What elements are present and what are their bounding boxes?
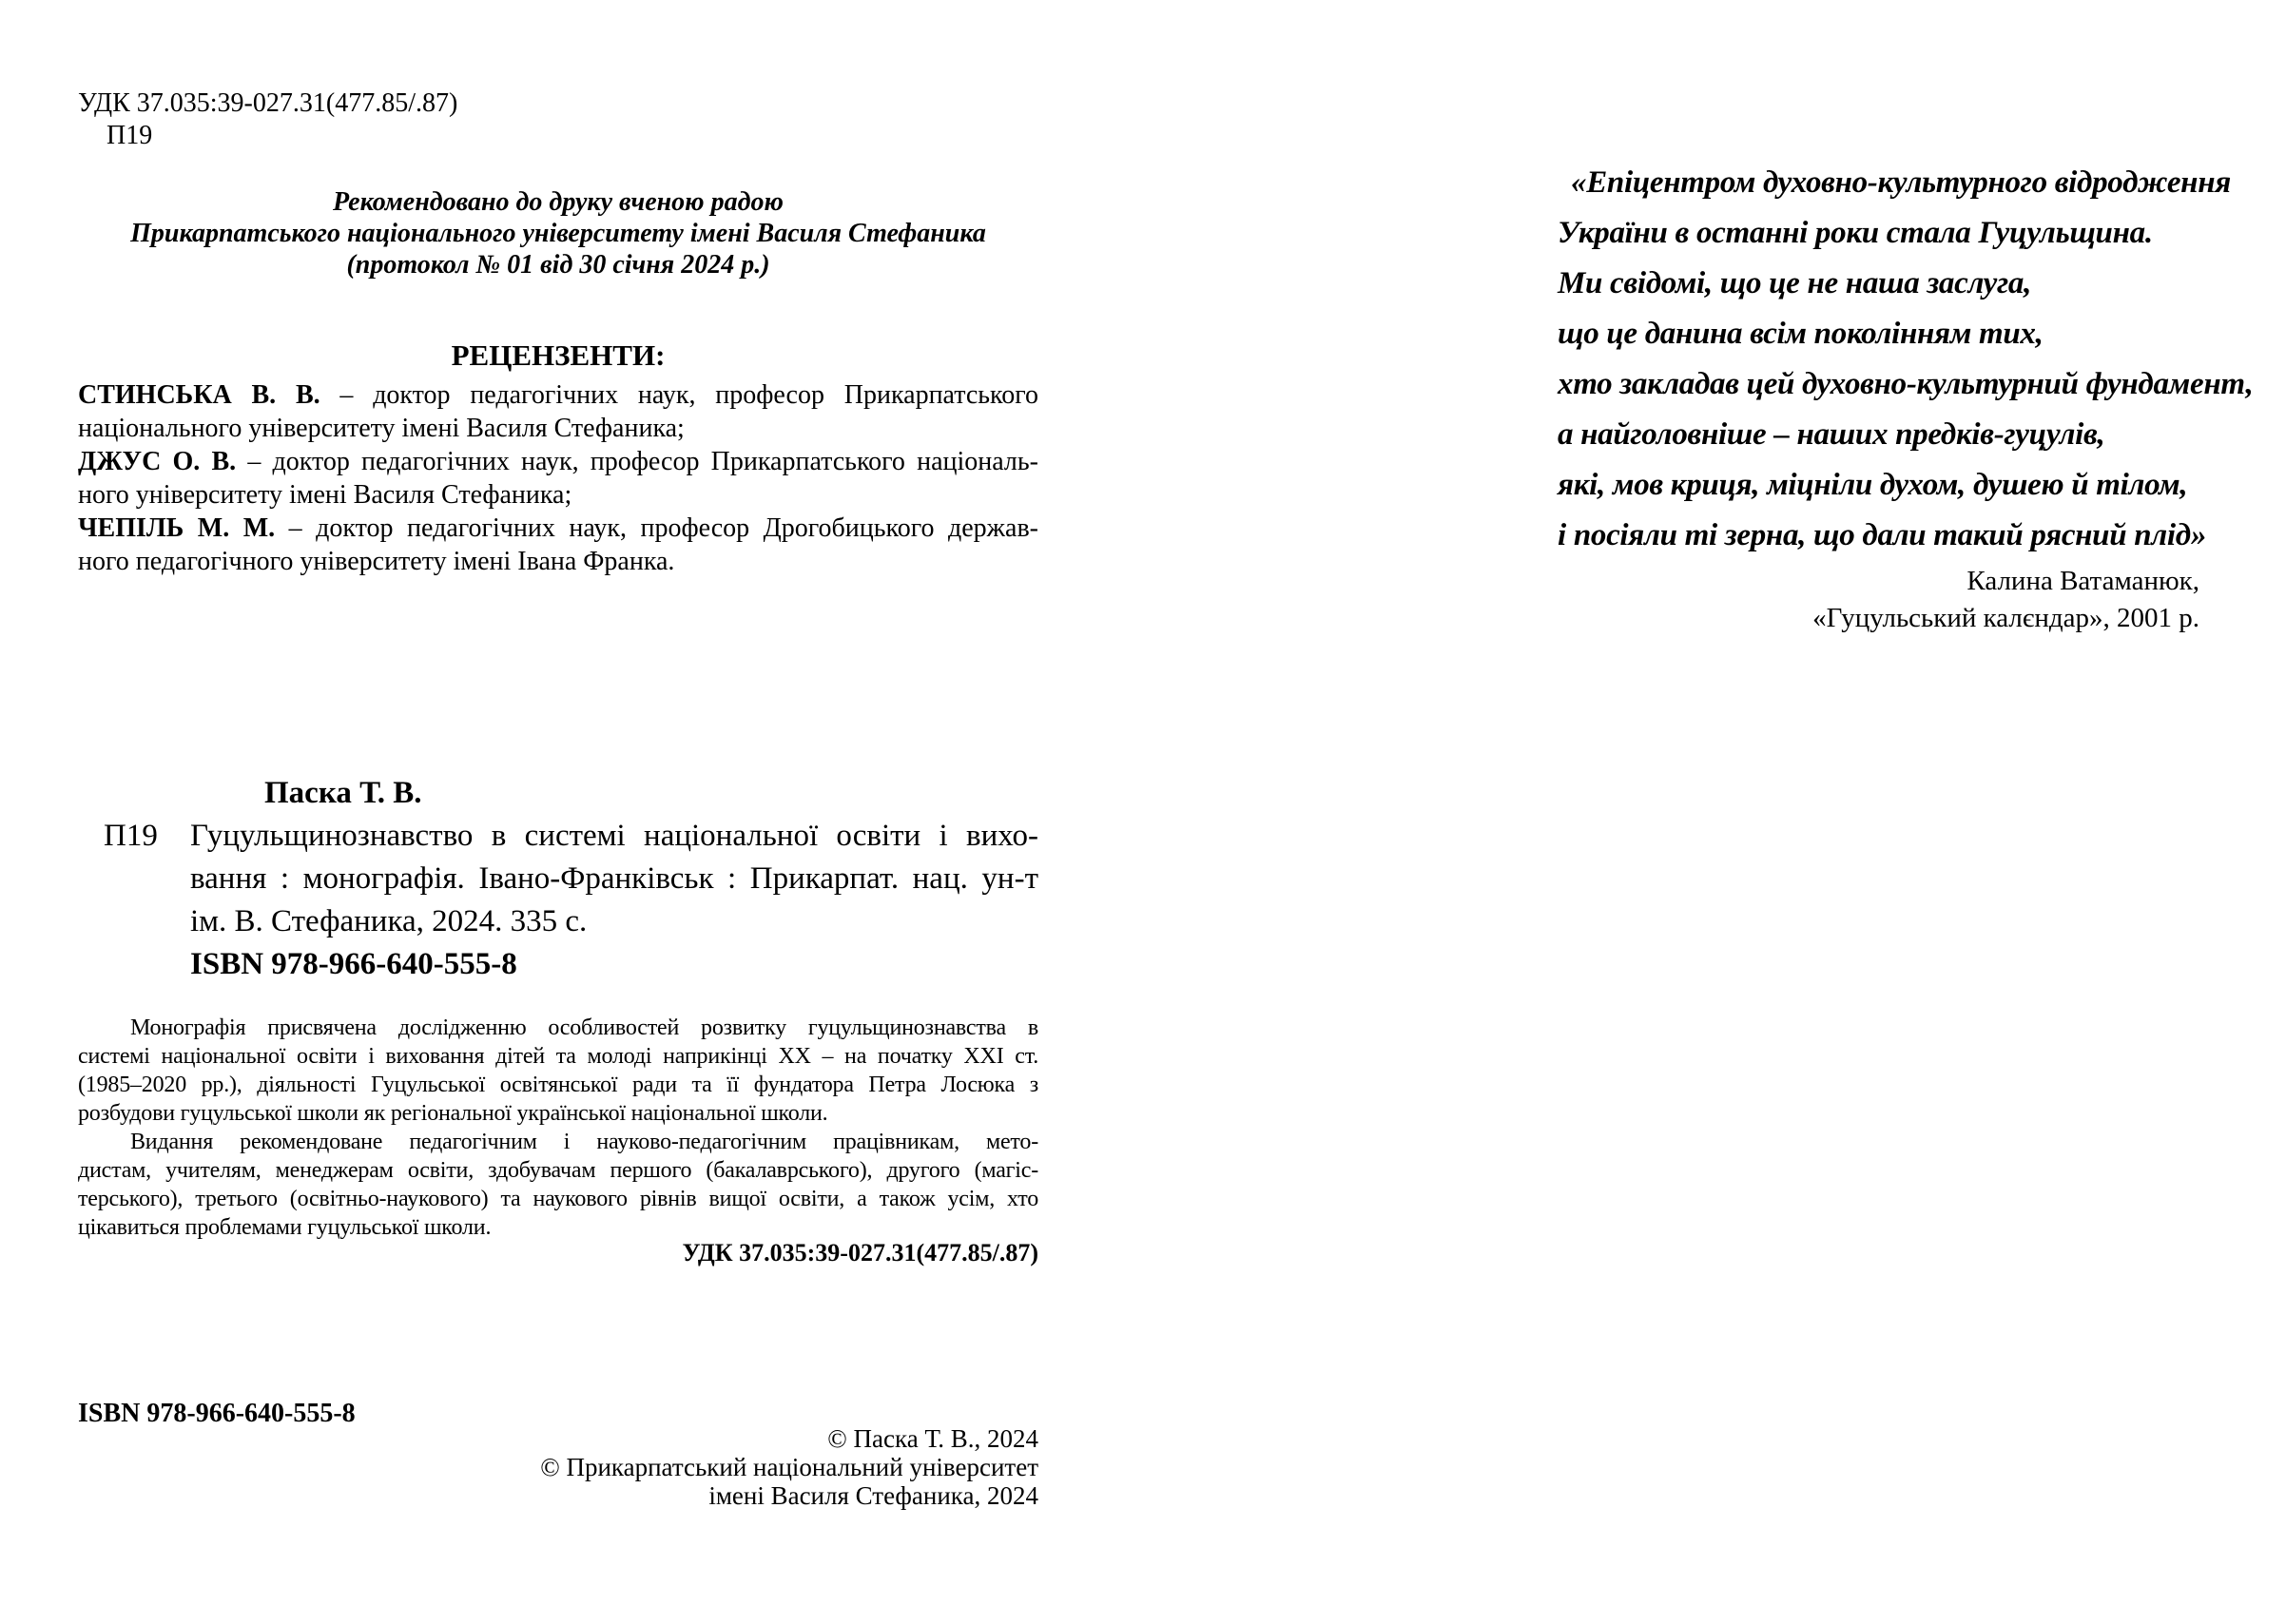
- epigraph-attribution: [1812, 563, 2199, 637]
- reviewers-list: [78, 378, 1038, 578]
- biblio-line: Гуцульщинознавство в системі національної освіти і вихо-: [190, 819, 1038, 853]
- annotation-line: Видання рекомендоване педагогічним і науково-педагогічним працівникам, мето-: [130, 1130, 1038, 1154]
- udc-code-bottom: УДК 37.035:39-027.31(477.85/.87): [682, 1239, 1038, 1266]
- reviewer-entry-line: національного університету імені Василя Стефаника;: [78, 414, 685, 443]
- attribution-line: «Гуцульський калєндар», 2001 р.: [1812, 603, 2199, 633]
- copyright-block: [78, 1424, 1038, 1510]
- biblio-author: Паска Т. В.: [264, 776, 422, 810]
- annotation-line: дистам, учителям, менеджерам освіти, здобувачам першого (бакалаврського), другого (магіс-: [78, 1158, 1038, 1183]
- epigraph-line: України в останні роки стала Гуцульщина.: [1558, 216, 2153, 250]
- epigraph-line: Ми свідомі, що це не наша заслуга,: [1558, 266, 2032, 300]
- copyright-line: © Прикарпатський національний університет: [540, 1453, 1038, 1481]
- epigraph-line: і посіяли ті зерна, що дали такий рясний плід»: [1558, 518, 2207, 552]
- copyright-line: © Паска Т. В., 2024: [827, 1424, 1038, 1453]
- recommendation-note: [78, 186, 1038, 280]
- annotation-line: Монографія присвячена дослідженню особливостей розвитку гуцульщинознавства в: [130, 1015, 1038, 1040]
- annotation-line: розбудови гуцульської школи як регіональної української національної школи.: [78, 1101, 828, 1126]
- isbn-bottom: ISBN 978-966-640-555-8: [78, 1399, 356, 1428]
- reviewer-entry-line: [78, 445, 1038, 478]
- annotation-line: системі національної освіти і виховання дітей та молоді наприкінці ХХ – на початку ХХІ ст.: [78, 1044, 1038, 1069]
- copyright-line: імені Василя Стефаника, 2024: [708, 1481, 1038, 1510]
- author-sign-top: П19: [107, 121, 153, 150]
- reviewer-entry-line: ного педагогічного університету імені Івана Франка.: [78, 547, 675, 576]
- annotation-line: (1985–2020 рр.), діяльності Гуцульської освітянської ради та її фундатора Петра Лосюка з: [78, 1073, 1038, 1097]
- reviewer-degree: – доктор педагогічних наук, професор Прикарпатського національ-: [236, 447, 1038, 476]
- reviewer-degree: – доктор педагогічних наук, професор Дрогобицького держав-: [275, 513, 1038, 543]
- biblio-line: вання : монографія. Івано-Франківськ : Прикарпат. нац. ун-т: [190, 861, 1038, 896]
- isbn-biblio: ISBN 978-966-640-555-8: [190, 947, 517, 981]
- bibliographic-record: [78, 772, 1038, 986]
- reviewer-entry-line: [78, 512, 1038, 545]
- epigraph-line: «Епіцентром духовно-культурного відродження: [1571, 165, 2231, 200]
- author-sign: П19: [104, 819, 158, 853]
- reviewer-entry-line: ного університету імені Василя Стефаника;: [78, 480, 572, 510]
- attribution-line: Калина Ватаманюк,: [1966, 566, 2199, 596]
- reviewer-name: ДЖУС О. В.: [78, 447, 237, 476]
- reviewer-name: СТИНСЬКА В. В.: [78, 380, 320, 410]
- reviewer-entry-line: [78, 378, 1038, 412]
- recommendation-line: Рекомендовано до друку вченою радою: [333, 187, 784, 217]
- reviewer-name: ЧЕПІЛЬ М. М.: [78, 513, 276, 543]
- epigraph-line: а найголовніше – наших предків-гуцулів,: [1558, 417, 2105, 452]
- epigraph-line: хто закладав цей духовно-культурний фундамент,: [1558, 367, 2254, 401]
- annotation-line: терського), третього (освітньо-наукового) та наукового рівнів вищої освіти, а також усім, хто: [78, 1187, 1038, 1211]
- reviewer-degree: – доктор педагогічних наук, професор Прикарпатського: [320, 380, 1038, 410]
- reviewers-heading: РЕЦЕНЗЕНТИ:: [451, 338, 666, 372]
- recommendation-line: Прикарпатського національного університету імені Василя Стефаника: [130, 219, 986, 248]
- biblio-line: ім. В. Стефаника, 2024. 335 с.: [190, 904, 588, 938]
- annotation: [78, 1014, 1038, 1242]
- epigraph-line: які, мов криця, міцніли духом, душею й тілом,: [1558, 468, 2188, 502]
- recommendation-line: (протокол № 01 від 30 січня 2024 р.): [346, 250, 770, 280]
- annotation-line: цікавиться проблемами гуцульської школи.: [78, 1215, 492, 1240]
- epigraph-quote: [1558, 158, 2261, 561]
- epigraph-line: що це данина всім поколінням тих,: [1558, 317, 2044, 351]
- udc-code-top: УДК 37.035:39-027.31(477.85/.87): [78, 88, 458, 118]
